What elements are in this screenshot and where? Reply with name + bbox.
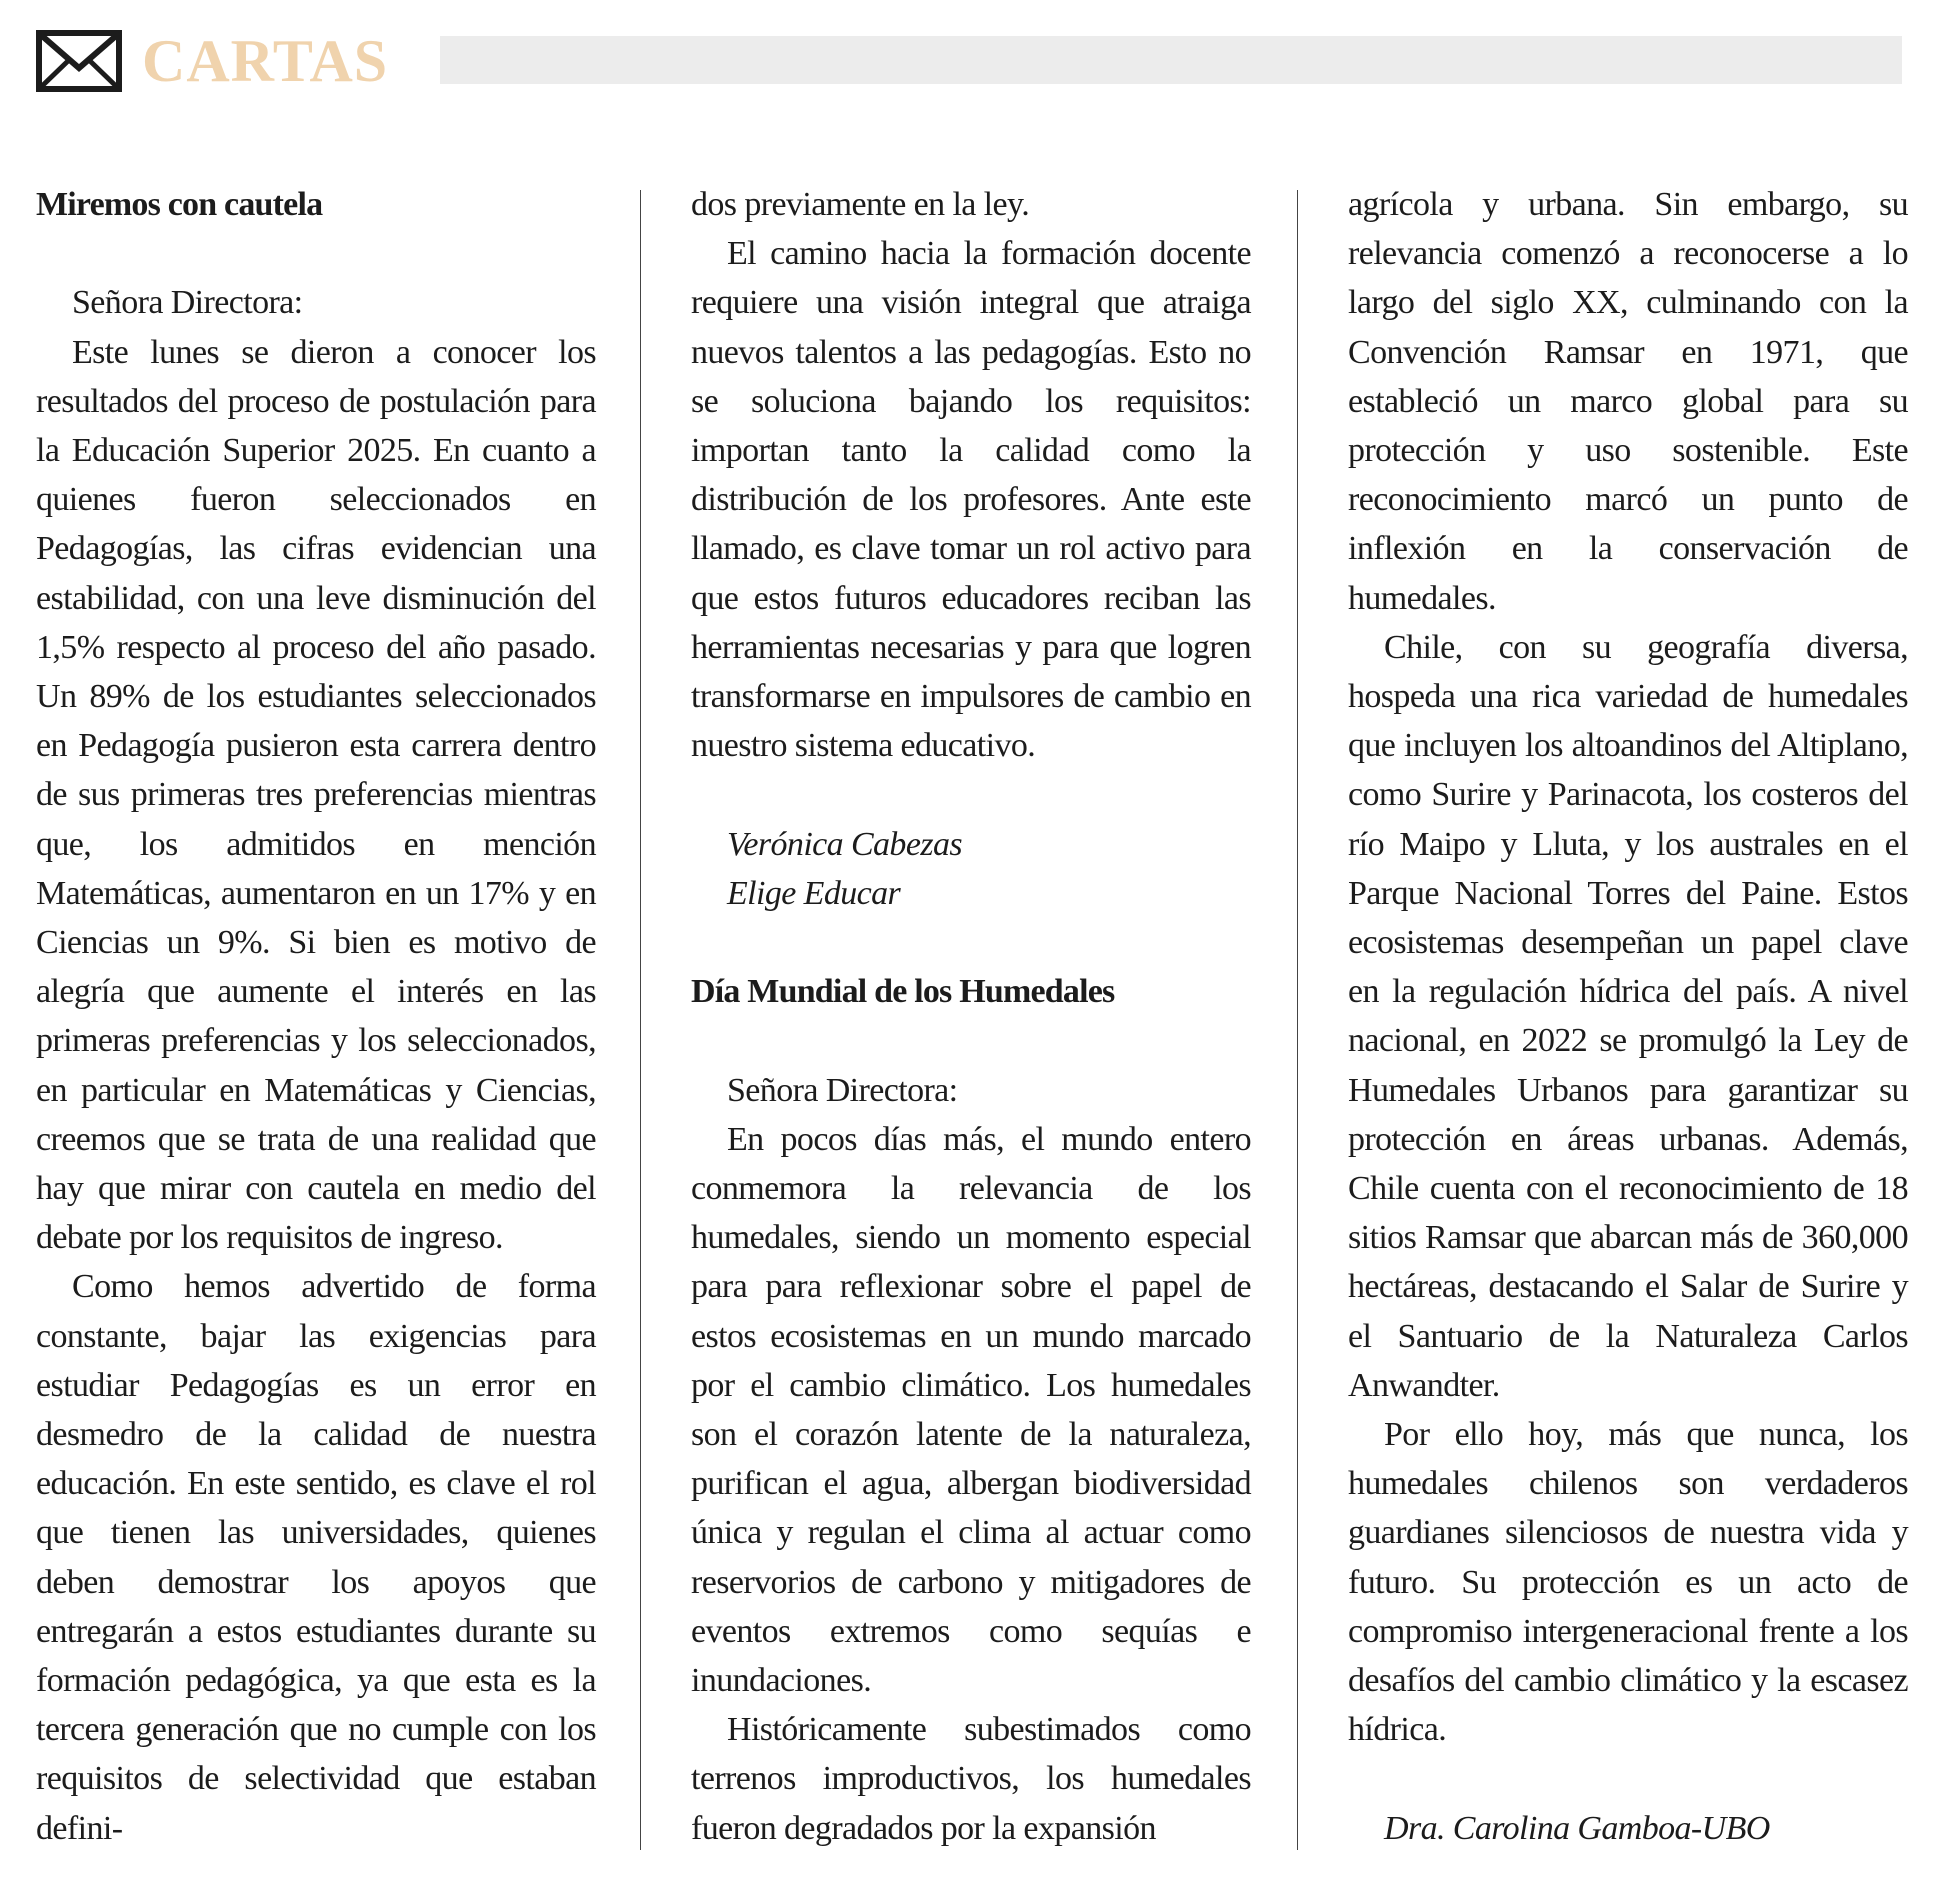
letter-paragraph: Históricamente subestimados como terrenos improductivos, los humedales fueron degradados por la expansión <box>691 1711 1251 1847</box>
letter-salutation: Señora Directora: <box>727 1071 958 1109</box>
signature: Dra. Carolina Gamboa-UBO <box>1384 1809 1770 1847</box>
signature-org: Elige Educar <box>727 874 901 912</box>
signature-name: Verónica Cabezas <box>727 825 962 863</box>
letter-paragraph: El camino hacia la formación docente requiere una visión integral que atraiga nuevos talentos a las pedagogías. Esto no se soluciona bajando los requisitos: importan tanto la calidad como la distribución de los profesores. Ante este llamado, es clave tomar un rol activo para que estos futuros educadores reciban las herramientas necesarias y para que logren transformarse en impulsores de cambio en nuestro sistema educativo. <box>691 235 1251 765</box>
header-bar <box>440 36 1902 84</box>
letter-paragraph: Por ello hoy, más que nunca, los humedales chilenos son verdaderos guardianes silenciosos de nuestra vida y futuro. Su protección es un acto de compromiso intergeneracional frente a los desafíos del cambio climático y la escasez hídrica. <box>1348 1416 1908 1749</box>
section-header <box>36 28 1902 94</box>
letter-paragraph: Chile, con su geografía diversa, hospeda una rica variedad de humedales que incluyen los altoandinos del Altiplano, como Surire y Parinacota, los costeros del río Maipo y Lluta, y los australes en el Parque Nacional Torres del Paine. Estos ecosistemas desempeñan un papel clave en la regulación hídrica del país. A nivel nacional, en 2022 se promulgó la Ley de Humedales Urbanos para garantizar su protección en áreas urbanas. Además, Chile cuenta con el reconocimiento de 18 sitios Ramsar que abarcan más de 360,000 hectáreas, destacando el Salar de Surire y el Santuario de la Naturaleza Carlos Anwandter. <box>1348 628 1908 1404</box>
section-title: CARTAS <box>142 28 389 94</box>
column-divider <box>640 190 641 1850</box>
column-1 <box>36 180 596 1853</box>
column-2 <box>691 180 1251 1853</box>
letter-paragraph-continued: agrícola y urbana. Sin embargo, su relevancia comenzó a reconocerse a lo largo del siglo XX, culminando con la Convención Ramsar en 1971, que estableció un marco global para su protección y uso sostenible. Este reconocimiento marcó un punto de inflexión en la conservación de humedales. <box>1348 186 1908 617</box>
column-3 <box>1348 180 1908 1853</box>
letter-title: Día Mundial de los Humedales <box>691 973 1115 1011</box>
letter-paragraph: En pocos días más, el mundo entero conmemora la relevancia de los humedales, siendo un momento especial para para reflexionar sobre el papel de estos ecosistemas en un mundo marcado por el cambio climático. Los humedales son el corazón latente de la naturaleza, purifican el agua, albergan biodiversidad única y regulan el clima al actuar como reservorios de carbono y mitigadores de eventos extremos como sequías e inundaciones. <box>691 1120 1251 1700</box>
column-divider <box>1297 190 1298 1850</box>
letter-salutation: Señora Directora: <box>72 284 303 322</box>
letter-paragraph: Como hemos advertido de forma constante, bajar las exigencias para estudiar Pedagogías es un error en desmedro de la calidad de nuestra educación. En este sentido, es clave el rol que tienen las universidades, quienes deben demostrar los apoyos que entregarán a estos estudiantes durante su formación pedagógica, ya que esta es la tercera generación que no cumple con los requisitos de selectividad que estaban defini- <box>36 1268 596 1847</box>
letter-paragraph: Este lunes se dieron a conocer los resultados del proceso de postulación para la Educación Superior 2025. En cuanto a quienes fueron seleccionados en Pedagogías, las cifras evidencian una estabilidad, con una leve disminución del 1,5% respecto al proceso del año pasado. Un 89% de los estudiantes seleccionados en Pedagogía pusieron esta carrera dentro de sus primeras tres preferencias mientras que, los admitidos en mención Matemáticas, aumentaron en un 17% y en Ciencias un 9%. Si bien es motivo de alegría que aumente el interés en las primeras preferencias y los seleccionados, en particular en Matemáticas y Ciencias, creemos que se trata de una realidad que hay que mirar con cautela en medio del debate por los requisitos de ingreso. <box>36 333 596 1257</box>
letter-title: Miremos con cautela <box>36 186 323 223</box>
envelope-icon <box>36 30 122 92</box>
letter-paragraph-continued: dos previamente en la ley. <box>691 186 1030 223</box>
